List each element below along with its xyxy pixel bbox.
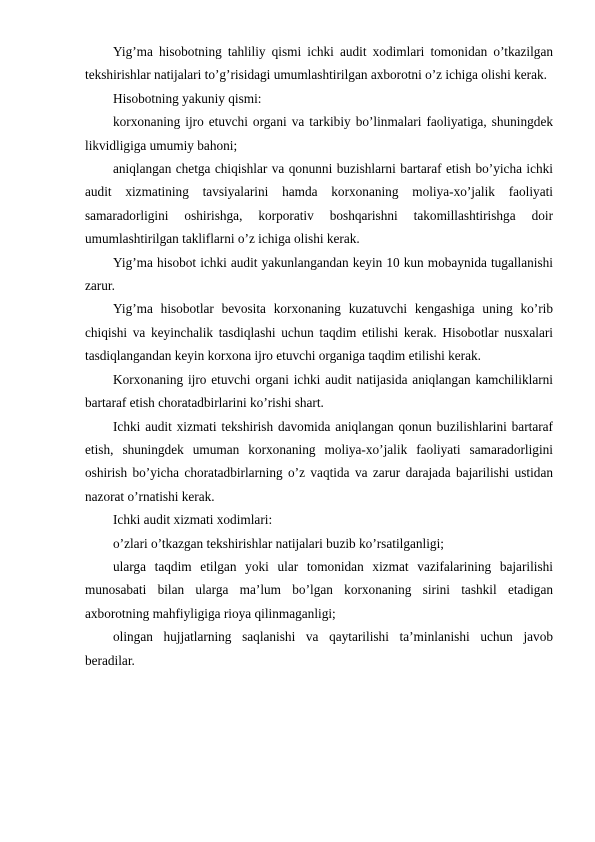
- paragraph-final-part-heading: Hisobotning yakuniy qismi:: [113, 90, 262, 106]
- paragraph-submission: Yig’ma hisobotlar bevosita korxonaning kuzatuvchi kengashiga uning ko’rib chiqishi va keyinchalik tasdiqlashi uchun taqdim etilishi kerak. Hisobotlar nusxalari tasdiqlangandan keyin korxona ijro etuvchi organiga taqdim etilishi kerak.: [85, 301, 553, 364]
- document-body: [85, 40, 553, 672]
- paragraph-general-assessment: korxonaning ijro etuvchi organi va tarkibiy bo’linmalari faoliyatiga, shuningdek likvidligiga umumiy bahoni;: [85, 114, 553, 153]
- paragraph-executive-measures: Korxonaning ijro etuvchi organi ichki audit natijasida aniqlangan kamchiliklarni bartaraf etish choratadbirlarini ko’rishi shart.: [85, 371, 553, 411]
- paragraph-control: Ichki audit xizmati tekshirish davomida aniqlangan qonun buzilishlarini bartaraf etish, shuningdek umuman korxonaning moliya-xo’jalik faoliyati samaradorligini oshirish bo’yicha choratadbirlarning o’z vaqtida va zarur darajada bajarilishi ustidan nazorat o’rnatishi kerak.: [85, 418, 553, 504]
- paragraph-completion-deadline: Yig’ma hisobot ichki audit yakunlangandan keyin 10 kun mobaynida tugallanishi zarur.: [85, 254, 553, 294]
- paragraph-recommendations: aniqlangan chetga chiqishlar va qonunni buzishlarni bartaraf etish bo’yicha ichki audit xizmatining tavsiyalarini hamda korxonaning moliya-xo’jalik faoliyati samaradorligini oshirishga, korporativ boshqarishni takomillashtirishga doir umumlashtirilgan takliflarni o’z ichiga olishi kerak.: [85, 161, 553, 247]
- paragraph-responsibility-confidentiality: ularga taqdim etilgan yoki ular tomonidan xizmat vazifalarining bajarilishi munosabati bilan ularga ma’lum bo’lgan korxonaning sirini tashkil etadigan axborotning mahfiyligiga rioya qilinmaganligi;: [85, 558, 553, 621]
- paragraph-responsibility-distortion: o’zlari o’tkazgan tekshirishlar natijalari buzib ko’rsatilganligi;: [113, 535, 444, 551]
- paragraph-analytical-part: Yig’ma hisobotning tahliliy qismi ichki audit xodimlari tomonidan o’tkazilgan tekshirishlar natijalari to’g’risidagi umumlashtirilgan axborotni o’z ichiga olishi kerak.: [85, 44, 553, 83]
- paragraph-staff-heading: Ichki audit xizmati xodimlari:: [113, 512, 273, 528]
- paragraph-responsibility-documents: olingan hujjatlarning saqlanishi va qaytarilishi ta’minlanishi uchun javob beradilar.: [85, 629, 553, 668]
